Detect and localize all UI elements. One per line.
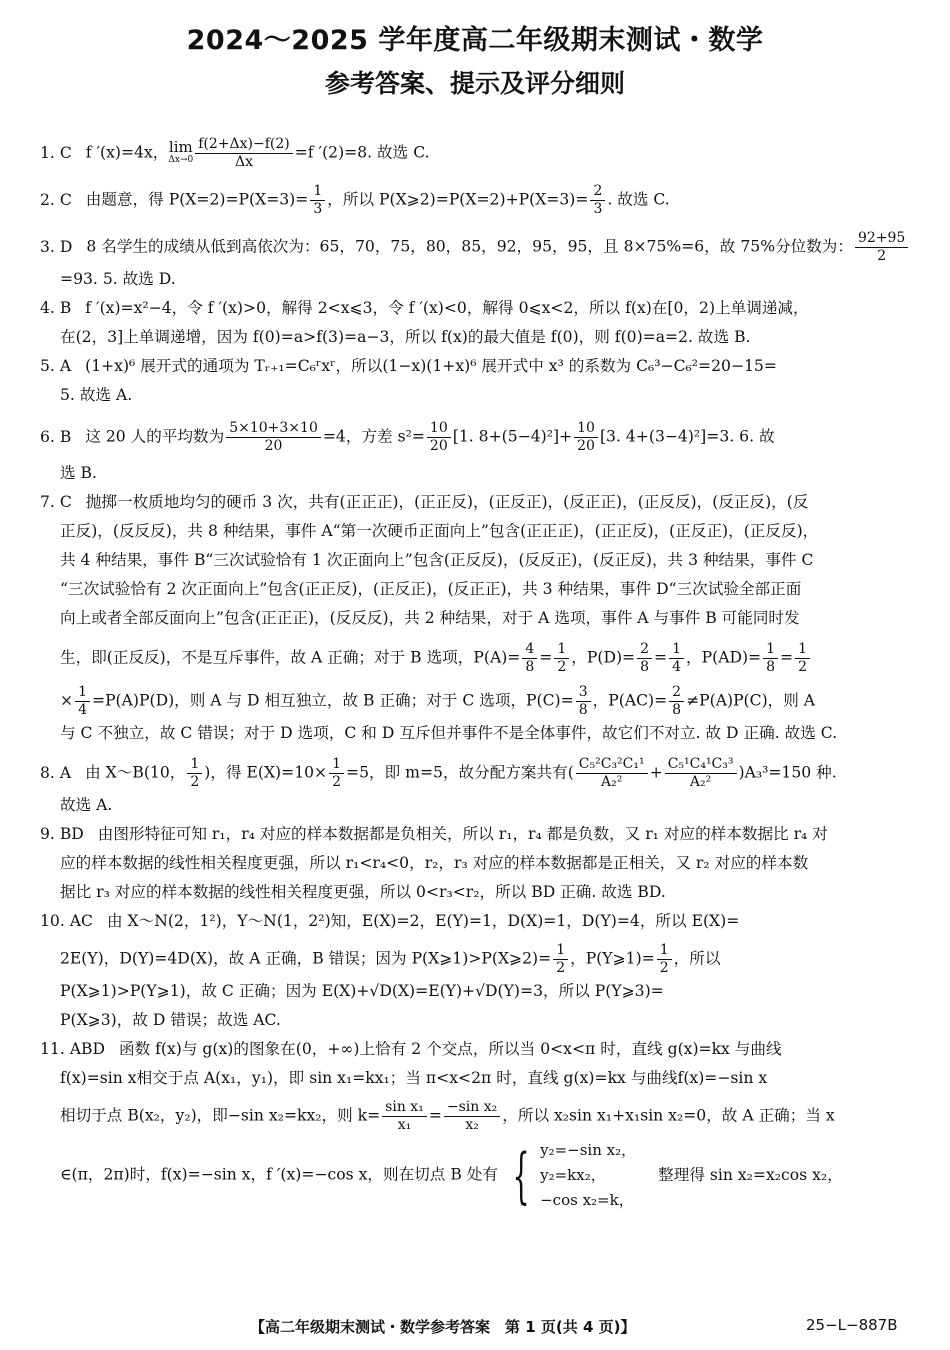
fraction: $\frac{1}{4}$ bbox=[669, 641, 684, 676]
answer-number: 11. ABD bbox=[40, 1040, 105, 1058]
footer-code: 25−L−887B bbox=[806, 1316, 898, 1334]
answer-item-5 bbox=[40, 352, 912, 410]
answer-text: 向上或者全部反面向上”包含(正正正)，(反反反)，共 2 种结果，对于 A 选项，事件 A 与事件 B 可能同时发 bbox=[60, 609, 800, 627]
fraction: $\frac{1}{2}$ bbox=[657, 942, 672, 977]
answer-text: ，所以 bbox=[673, 949, 721, 968]
answer-text: ，所以 x₂sin x₁+x₁sin x₂=0，故 A 正确；当 x bbox=[502, 1106, 835, 1125]
fraction: $\frac{1}{3}$ bbox=[310, 183, 325, 218]
answer-text: 与 C 不独立，故 C 错误；对于 D 选项，C 和 D 互斥但并事件不是全体事件，故它们不对立. 故 D 正确. 故选 C. bbox=[60, 724, 838, 742]
answer-text: ∈(π，2π)时，f(x)=−sin x，f ′(x)=−cos x，则在切点 B 处有 bbox=[60, 1165, 498, 1184]
plus-sign: + bbox=[649, 763, 663, 782]
answer-text: ，P(D)= bbox=[571, 648, 636, 667]
left-brace-icon: { bbox=[512, 1140, 530, 1211]
answer-number: 10. AC bbox=[40, 912, 93, 930]
fraction: $\frac{2}{8}$ bbox=[637, 641, 652, 676]
answer-text: 由图形特征可知 r₁，r₄ 对应的样本数据都是负相关，所以 r₁，r₄ 都是负数，又 r₁ 对应的样本数据比 r₄ 对 bbox=[97, 825, 828, 843]
answer-item-2 bbox=[40, 183, 912, 218]
fraction: $\frac{2}{8}$ bbox=[669, 684, 684, 719]
answer-text: ，P(Y⩾1)= bbox=[570, 949, 655, 968]
fraction: $\frac{f(2+\Delta x)-f(2)}{\Delta x}$ bbox=[195, 136, 293, 171]
answer-number: 1. C bbox=[40, 143, 72, 162]
answer-text: )，得 E(X)=10× bbox=[204, 763, 328, 782]
answer-text: 2E(Y)，D(Y)=4D(X)，故 A 正确，B 错误；因为 P(X⩾1)>P(X⩾2)= bbox=[60, 949, 552, 968]
answer-text: ，P(AC)= bbox=[592, 691, 668, 710]
answer-item-1 bbox=[40, 136, 912, 171]
answer-text: =P(A)P(D)，则 A 与 D 相互独立，故 B 正确；对于 C 选项，P(C)= bbox=[92, 691, 574, 710]
answer-number: 4. B bbox=[40, 299, 72, 317]
fraction: $\frac{10}{20}$ bbox=[574, 420, 598, 455]
answer-text: 这 20 人的平均数为 bbox=[85, 427, 225, 446]
fraction: $\frac{10}{20}$ bbox=[427, 420, 451, 455]
equals-sign: = bbox=[428, 1106, 442, 1125]
system-row: −cos x₂=k， bbox=[540, 1191, 634, 1209]
answer-text: =f ′(2)=8. 故选 C. bbox=[294, 143, 430, 162]
answer-text: 函数 f(x)与 g(x)的图象在(0，+∞)上恰有 2 个交点，所以当 0<x<π 时，直线 g(x)=kx 与曲线 bbox=[118, 1040, 782, 1058]
fraction: $\frac{3}{8}$ bbox=[576, 684, 591, 719]
answer-text: f ′(x)=x²−4，令 f ′(x)>0，解得 2<x⩽3，令 f ′(x)<0，解得 0⩽x<2，所以 f(x)在[0，2)上单调递减， bbox=[85, 299, 809, 317]
answer-text: 故选 A. bbox=[60, 796, 113, 814]
equals-sign: = bbox=[654, 648, 668, 667]
answer-text: 在(2，3]上单调递增，因为 f(0)=a>f(3)=a−3，所以 f(x)的最大值是 f(0)，则 f(0)=a=2. 故选 B. bbox=[60, 328, 751, 346]
answer-text: [1. 8+(5−4)²]+ bbox=[452, 427, 573, 446]
answer-text: ，P(AD)= bbox=[686, 648, 762, 667]
answer-number: 9. BD bbox=[40, 825, 84, 843]
answer-number: 2. C bbox=[40, 190, 72, 209]
answer-number: 7. C bbox=[40, 493, 72, 511]
answer-text: 整理得 sin x₂=x₂cos x₂， bbox=[658, 1165, 843, 1184]
answer-item-7 bbox=[40, 488, 912, 748]
footer-page-info: 【高二年级期末测试・数学参考答案 第 1 页(共 4 页)】 bbox=[250, 1318, 636, 1336]
answer-number: 8. A bbox=[40, 763, 72, 782]
answer-text: “三次试验恰有 2 次正面向上”包含(正正反)，(正反正)，(反正正)，共 3 种结果，事件 D“三次试验全部正面 bbox=[60, 580, 802, 598]
answer-number: 6. B bbox=[40, 427, 72, 446]
answer-text: 5. 故选 A. bbox=[60, 386, 133, 404]
fraction: $\frac{\text{C₅¹C₄¹C₃³}}{\text{A₂²}}$ bbox=[665, 756, 737, 791]
answer-text: × bbox=[60, 691, 74, 710]
answer-text: P(X⩾1)>P(Y⩾1)，故 C 正确；因为 E(X)+√D(X)=E(Y)+√D(Y)=3，所以 P(Y⩾3)= bbox=[60, 982, 664, 1000]
answer-text: [3. 4+(3−4)²]=3. 6. 故 bbox=[599, 427, 775, 446]
answer-text: 选 B. bbox=[60, 464, 97, 482]
fraction: $\frac{1}{2}$ bbox=[329, 756, 344, 791]
fraction: $\frac{4}{8}$ bbox=[522, 641, 537, 676]
answer-text: =5，即 m=5，故分配方案共有( bbox=[346, 763, 574, 782]
answer-text: 抛掷一枚质地均匀的硬币 3 次，共有(正正正)，(正正反)，(正反正)，(反正正)，(正反反)，(反正反)，(反 bbox=[85, 493, 809, 511]
answer-item-8 bbox=[40, 756, 912, 820]
answer-text: 共 4 种结果，事件 B“三次试验恰有 1 次正面向上”包含(正反反)，(反反正)，(反正反)，共 3 种结果，事件 C bbox=[60, 551, 814, 569]
answer-item-6 bbox=[40, 420, 912, 488]
fraction: $\frac{1}{8}$ bbox=[763, 641, 778, 676]
system-row: y₂=−sin x₂， bbox=[540, 1141, 637, 1159]
answer-text: f(x)=sin x相交于点 A(x₁，y₁)，即 sin x₁=kx₁；当 π<x<2π 时，直线 g(x)=kx 与曲线f(x)=−sin x bbox=[60, 1069, 768, 1087]
answer-text: =4，方差 s²= bbox=[322, 427, 425, 446]
fraction: $\frac{\text{C₅²C₃²C₁¹}}{\text{A₂²}}$ bbox=[576, 756, 648, 791]
answer-text: 应的样本数据的线性相关程度更强，所以 r₁<r₄<0，r₂，r₃ 对应的样本数据都是正相关，又 r₂ 对应的样本数 bbox=[60, 854, 809, 872]
equals-sign: = bbox=[780, 648, 794, 667]
fraction: $\frac{1}{2}$ bbox=[554, 641, 569, 676]
answer-text: 由 X～N(2，1²)，Y～N(1，2²)知，E(X)=2，E(Y)=1，D(X)=1，D(Y)=4，所以 E(X)= bbox=[106, 912, 740, 930]
answer-text: ≠P(A)P(C)，则 A bbox=[686, 691, 816, 710]
answer-item-9 bbox=[40, 820, 912, 907]
fraction: $\frac{1}{2}$ bbox=[553, 942, 568, 977]
page-subtitle: 参考答案、提示及评分细则 bbox=[324, 69, 625, 98]
answer-text: 正反)，(反反反)，共 8 种结果，事件 A“第一次硬币正面向上”包含(正正正)，(正正反)，(正反正)，(正反反)， bbox=[60, 522, 819, 540]
fraction: $\frac{92+95}{2}$ bbox=[855, 230, 908, 265]
answer-text: 由 X～B(10， bbox=[85, 763, 186, 782]
answer-text: 生，即(正反反)，不是互斥事件，故 A 正确；对于 B 选项，P(A)= bbox=[60, 648, 521, 667]
answer-item-10 bbox=[40, 907, 912, 1035]
answer-number: 5. A bbox=[40, 357, 72, 375]
answer-text: =93. 5. 故选 D. bbox=[60, 270, 176, 288]
answer-item-11 bbox=[40, 1035, 912, 1213]
fraction: $\frac{1}{2}$ bbox=[187, 756, 202, 791]
fraction: $\frac{1}{4}$ bbox=[75, 684, 90, 719]
fraction: $\frac{5\times 10+3\times 10}{20}$ bbox=[226, 420, 321, 455]
fraction: $\frac{\text{−sin x₂}}{\text{x₂}}$ bbox=[444, 1099, 500, 1134]
answer-text: f ′(x)=4x， bbox=[85, 143, 169, 162]
answer-number: 3. D bbox=[40, 237, 73, 256]
answer-text: 据比 r₃ 对应的样本数据的线性相关程度更强，所以 0<r₃<r₂，所以 BD 正确. 故选 BD. bbox=[60, 883, 666, 901]
answer-text: 8 名学生的成绩从低到高依次为：65，70，75，80，85，92，95，95，且 8×75%=6，故 75%分位数为： bbox=[86, 237, 853, 256]
answer-text: ，所以 P(X⩾2)=P(X=2)+P(X=3)= bbox=[327, 190, 589, 209]
answer-text: 相切于点 B(x₂，y₂)，即−sin x₂=kx₂，则 k= bbox=[60, 1106, 381, 1125]
system-row: y₂=kx₂， bbox=[540, 1166, 606, 1184]
answer-text: 由题意，得 P(X=2)=P(X=3)= bbox=[85, 190, 309, 209]
answer-item-3 bbox=[40, 230, 912, 294]
limit-expression: lim Δx→0 bbox=[168, 137, 194, 165]
answer-item-4 bbox=[40, 294, 912, 352]
answer-text: P(X⩾3)，故 D 错误；故选 AC. bbox=[60, 1011, 281, 1029]
equals-sign: = bbox=[539, 648, 553, 667]
answer-text: )A₃³=150 种. bbox=[738, 763, 837, 782]
page-title: 2024～2025 学年度高二年级期末测试・数学 bbox=[186, 25, 764, 56]
fraction: $\frac{2}{3}$ bbox=[590, 183, 605, 218]
fraction: $\frac{1}{2}$ bbox=[795, 641, 810, 676]
equation-system bbox=[502, 1138, 636, 1213]
fraction: $\frac{\text{sin x₁}}{\text{x₁}}$ bbox=[382, 1099, 427, 1134]
answer-body bbox=[40, 134, 912, 1213]
answer-text: (1+x)⁶ 展开式的通项为 Tᵣ₊₁=C₆ʳxʳ，所以(1−x)(1+x)⁶ 展开式中 x³ 的系数为 C₆³−C₆²=20−15= bbox=[85, 357, 777, 375]
answer-text: . 故选 C. bbox=[607, 190, 670, 209]
